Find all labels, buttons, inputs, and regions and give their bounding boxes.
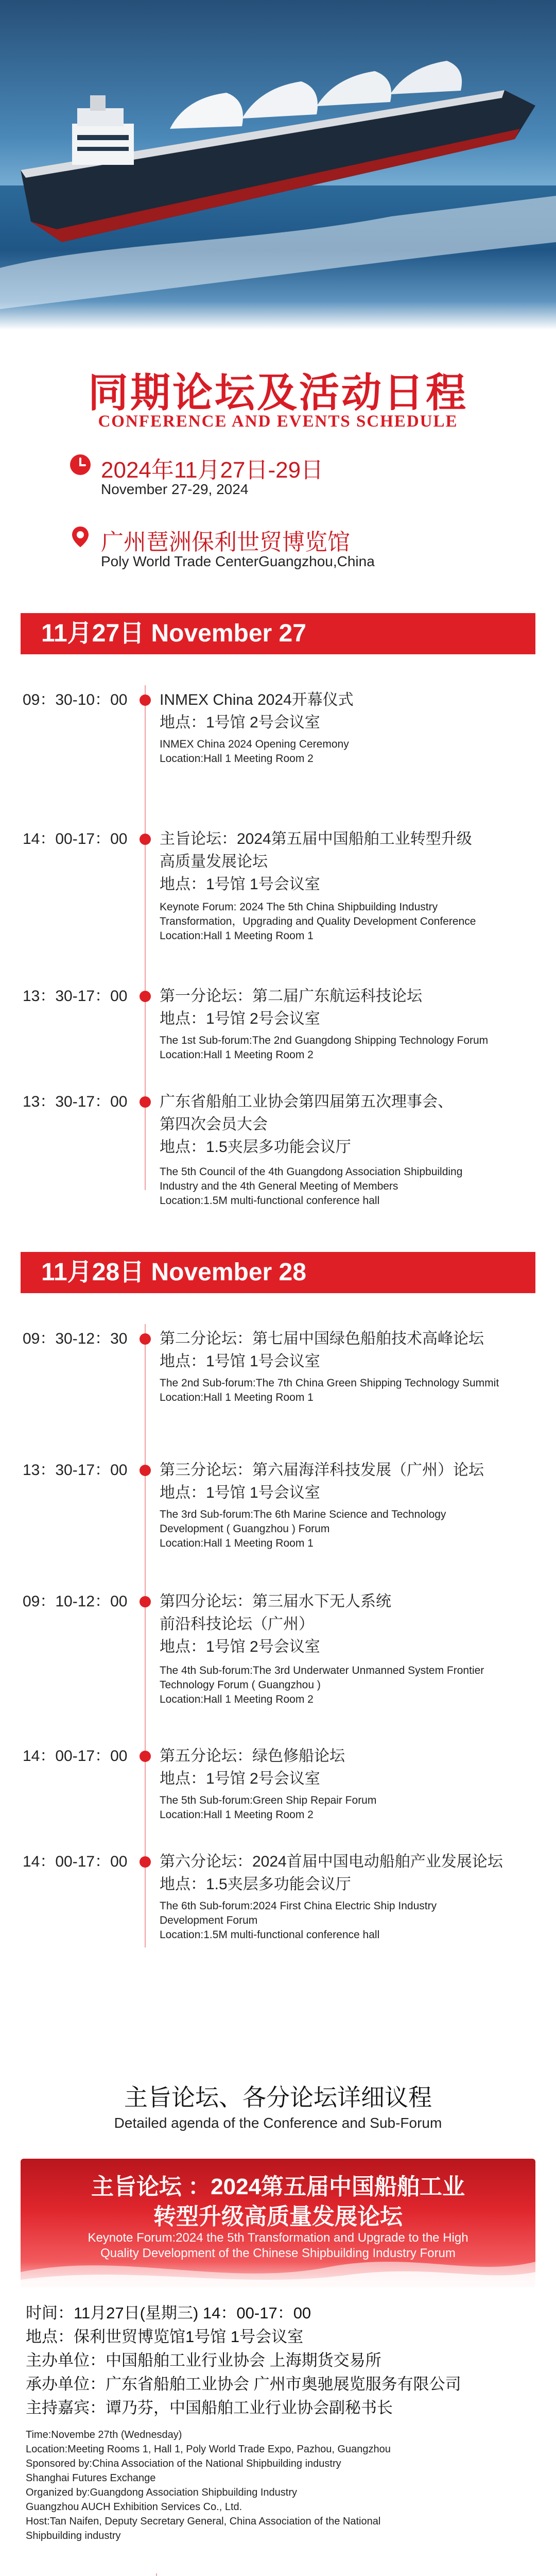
event-title: 前沿科技论坛（广州） (160, 1616, 314, 1633)
event-location: 地点：1.5夹层多功能会议厅 (160, 1876, 351, 1893)
event-location-en: Location:Hall 1 Meeting Room 2 (160, 1693, 314, 1705)
timeline-line (145, 685, 146, 1190)
agenda-section-title: 主旨论坛、各分论坛详细议程 (124, 2084, 432, 2111)
event-location-en: Location:Hall 1 Meeting Room 1 (160, 1537, 314, 1549)
timeline-dot (140, 1465, 151, 1476)
event-title-en: The 4th Sub-forum:The 3rd Underwater Unmanned System Frontier (160, 1665, 484, 1676)
day-header-nov28 (21, 1252, 535, 1293)
keynote-title-en: Quality Development of the Chinese Shipbuilding Industry Forum (100, 2246, 456, 2260)
event-title-en: Technology Forum ( Guangzhou ) (160, 1679, 321, 1691)
event-title: 主旨论坛：2024第五届中国船舶工业转型升级 (160, 831, 472, 848)
event-title-en: INMEX China 2024 Opening Ceremony (160, 738, 349, 750)
event-location-en: Location:Hall 1 Meeting Room 2 (160, 1049, 314, 1061)
event-title: 第三分论坛：第六届海洋科技发展（广州）论坛 (160, 1462, 484, 1479)
event-date: 2024年11月27日-29日 (101, 457, 324, 483)
keynote-title: 转型升级高质量发展论坛 (153, 2204, 403, 2229)
keynote-meta-en: Time:Novembe 27th (Wednesday) (26, 2429, 182, 2441)
timeline-dot (140, 1751, 151, 1762)
event-title-en: The 6th Sub-forum:2024 First China Electric Ship Industry (160, 1900, 437, 1912)
event-location: 地点：1.5夹层多功能会议厅 (160, 1139, 351, 1156)
keynote-time: 时间：11月27日(星期三) 14：00-17：00 (26, 2304, 311, 2322)
clock-icon (69, 453, 92, 476)
event-title-en: The 5th Council of the 4th Guangdong Association Shipbuilding (160, 1166, 463, 1178)
event-venue-en: Poly World Trade CenterGuangzhou,China (101, 553, 375, 569)
event-location: 地点：1号馆 2号会议室 (160, 714, 320, 731)
event-time: 09：30-10：00 (23, 691, 128, 708)
event-title-en: The 1st Sub-forum:The 2nd Guangdong Shipping Technology Forum (160, 1035, 489, 1046)
event-time: 14：00-17：00 (23, 1853, 128, 1870)
day-label: 11月28日 November 28 (41, 1259, 306, 1286)
timeline-dot (140, 834, 151, 845)
event-location: 地点：1号馆 2号会议室 (160, 1010, 320, 1027)
event-title-en: The 5th Sub-forum:Green Ship Repair Forum (160, 1794, 377, 1806)
event-title: 第四次会员大会 (160, 1116, 268, 1133)
keynote-meta-en: Guangzhou AUCH Exhibition Services Co., Ltd. (26, 2501, 242, 2513)
keynote-meta-en: Shipbuilding industry (26, 2530, 121, 2541)
event-location: 地点：1号馆 2号会议室 (160, 1770, 320, 1787)
event-time: 13：30-17：00 (23, 988, 128, 1005)
event-venue: 广州琶洲保利世贸博览馆 (101, 530, 350, 555)
agenda-section-subtitle: Detailed agenda of the Conference and Sub-Forum (114, 2115, 442, 2131)
timeline-line (156, 2573, 157, 2576)
event-title: 第六分论坛：2024首届中国电动船舶产业发展论坛 (160, 1853, 503, 1870)
event-time: 14：00-17：00 (23, 831, 128, 848)
keynote-location: 地点：保利世贸博览馆1号馆 1号会议室 (26, 2328, 304, 2346)
keynote-sponsor: 主办单位：中国船舶工业行业协会 上海期货交易所 (26, 2351, 381, 2369)
event-title: 第一分论坛：第二届广东航运科技论坛 (160, 988, 422, 1005)
event-time: 14：00-17：00 (23, 1748, 128, 1765)
keynote-forum-banner (21, 2159, 535, 2287)
event-title: 高质量发展论坛 (160, 853, 268, 870)
event-location: 地点：1号馆 1号会议室 (160, 1353, 320, 1370)
event-time: 13：30-17：00 (23, 1093, 128, 1110)
keynote-meta-en: Organized by:Guangdong Association Shipbuilding Industry (26, 2487, 298, 2498)
timeline-dot (140, 991, 151, 1002)
event-location-en: Location:Hall 1 Meeting Room 1 (160, 930, 314, 942)
timeline-dot (140, 1596, 151, 1607)
event-title: 第四分论坛：第三届水下无人系统 (160, 1593, 391, 1610)
event-title-en: Industry and the 4th General Meeting of Members (160, 1180, 398, 1192)
day-label: 11月27日 November 27 (41, 620, 306, 647)
timeline-dot (140, 1856, 151, 1868)
keynote-meta-en: Sponsored by:China Association of the National Shipbuilding industry (26, 2458, 341, 2469)
event-location: 地点：1号馆 2号会议室 (160, 1638, 320, 1655)
event-location-en: Location:1.5M multi-functional conference hall (160, 1929, 380, 1941)
page-title: 同期论坛及活动日程 (88, 369, 468, 416)
hero-banner (0, 0, 556, 330)
event-location-en: Location:Hall 1 Meeting Room 1 (160, 1392, 314, 1403)
event-title-en: Keynote Forum: 2024 The 5th China Shipbuilding Industry (160, 901, 438, 913)
keynote-organizer: 承办单位：广东省船舶工业协会 广州市奥驰展览服务有限公司 (26, 2375, 461, 2393)
event-title: INMEX China 2024开幕仪式 (160, 691, 354, 708)
keynote-title: 主旨论坛 ：2024第五届中国船舶工业 (91, 2174, 465, 2199)
event-time: 09：30-12：30 (23, 1330, 128, 1347)
keynote-title-en: Keynote Forum:2024 the 5th Transformation and Upgrade to the High (88, 2231, 468, 2245)
keynote-meta-en: Host:Tan Naifen, Deputy Secretary General, China Association of the National (26, 2516, 381, 2527)
event-location-en: Location:Hall 1 Meeting Room 2 (160, 753, 314, 765)
event-title: 第二分论坛：第七届中国绿色船舶技术高峰论坛 (160, 1330, 484, 1347)
event-title-en: Development ( Guangzhou ) Forum (160, 1523, 330, 1535)
event-location-en: Location:Hall 1 Meeting Room 2 (160, 1809, 314, 1821)
event-location: 地点：1号馆 1号会议室 (160, 1484, 320, 1501)
keynote-meta-en: Location:Meeting Rooms 1, Hall 1, Poly World Trade Expo, Pazhou, Guangzhou (26, 2444, 391, 2455)
keynote-host: 主持嘉宾：谭乃芬，中国船舶工业行业协会副秘书长 (26, 2399, 393, 2417)
event-title-en: Transformation，Upgrading and Quality Development Conference (160, 916, 476, 927)
event-title-en: The 3rd Sub-forum:The 6th Marine Science and Technology (160, 1509, 446, 1520)
timeline-dot (140, 694, 151, 706)
event-time: 09：10-12：00 (23, 1593, 128, 1610)
event-location-en: Location:1.5M multi-functional conference hall (160, 1195, 380, 1207)
timeline-line (145, 1324, 146, 1947)
keynote-meta-en: Shanghai Futures Exchange (26, 2472, 156, 2484)
event-time: 13：30-17：00 (23, 1462, 128, 1479)
lng-ship-illustration (0, 0, 556, 330)
event-title-en: The 2nd Sub-forum:The 7th China Green Shipping Technology Summit (160, 1377, 499, 1389)
event-title-en: Development Forum (160, 1914, 258, 1926)
location-pin-icon (69, 526, 92, 548)
page-subtitle: CONFERENCE AND EVENTS SCHEDULE (98, 412, 458, 431)
day-header-nov27 (21, 613, 535, 654)
event-date-en: November 27-29, 2024 (101, 481, 249, 497)
event-location: 地点：1号馆 1号会议室 (160, 876, 320, 893)
event-title: 广东省船舶工业协会第四届第五次理事会、 (160, 1093, 453, 1110)
event-title: 第五分论坛：绿色修船论坛 (160, 1748, 345, 1765)
timeline-dot (140, 1333, 151, 1345)
timeline-dot (140, 1096, 151, 1108)
